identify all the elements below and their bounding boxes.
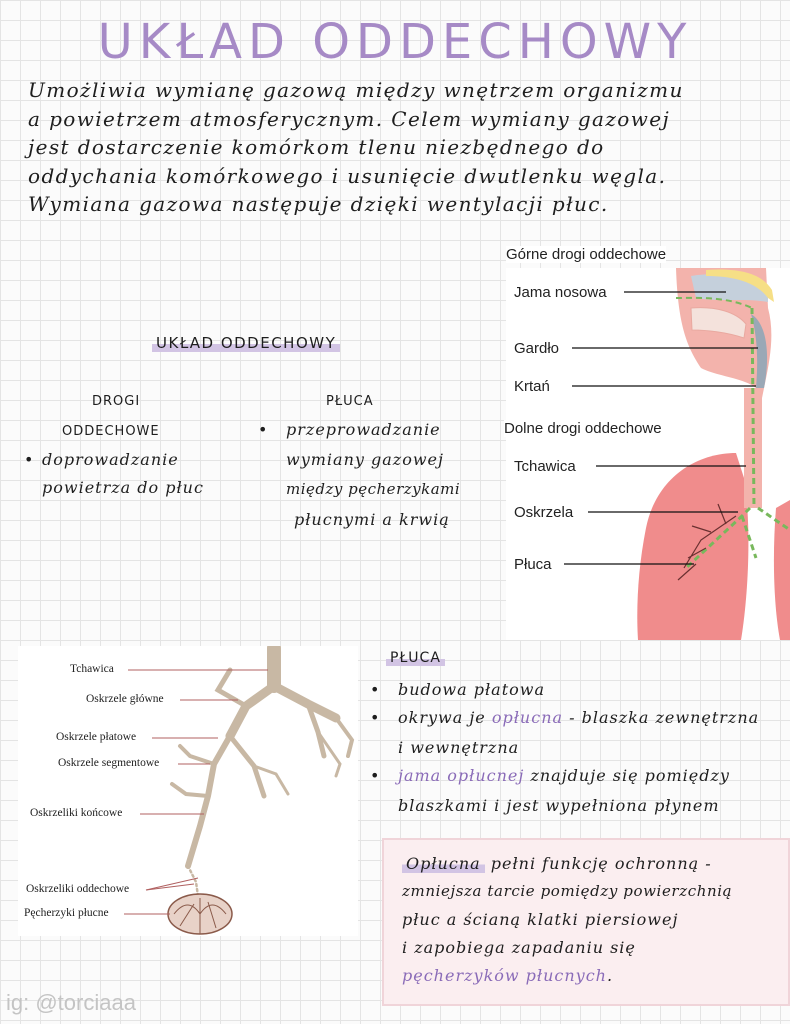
respiratory-anatomy-diagram <box>506 268 790 640</box>
mindmap-heading <box>152 334 340 352</box>
label-larynx: Krtań <box>514 378 550 395</box>
pluca-item-lobes: budowa płatowa <box>398 680 546 699</box>
label-trachea: Tchawica <box>514 458 576 475</box>
pluca-heading <box>386 650 445 666</box>
pluca-item-cavity-cont: blaszkami i jest wypełniona płynem <box>398 796 720 815</box>
page-title: UKŁAD ODDECHOWY <box>97 14 693 70</box>
pluca-bullet-1: • <box>370 680 380 699</box>
pluca-term-pleura: opłucna <box>491 708 564 727</box>
upper-airways-heading: Górne drogi oddechowe <box>506 246 667 263</box>
mindmap-heading-text: UKŁAD ODDECHOWY <box>152 334 340 352</box>
bt-label-lobar: Oskrzele płatowe <box>56 731 137 743</box>
pluca-mindmap-line1: przeprowadzanie <box>286 420 441 439</box>
label-bronchi: Oskrzela <box>514 504 574 521</box>
intro-line: Wymiana gazowa następuje dzięki wentylacji płuc. <box>28 192 609 216</box>
pluca-mindmap-line3: między pęcherzykami <box>286 480 461 498</box>
lower-airways-heading: Dolne drogi oddechowe <box>504 420 662 437</box>
note-line-1-text: pełni funkcję ochronną - <box>484 854 712 873</box>
pluca-bullet-3: • <box>370 766 380 785</box>
pluca-mindmap-line4: płucnymi a krwią <box>294 510 450 529</box>
bt-label-main: Oskrzele główne <box>86 693 164 705</box>
intro-line: oddychania komórkowego i usunięcie dwutlenku węgla. <box>28 163 667 188</box>
note-line-5 <box>402 966 613 985</box>
note-line-2: zmniejsza tarcie pomiędzy powierzchnią <box>402 882 733 900</box>
note-term: Opłucna <box>402 854 485 873</box>
note-line-4: i zapobiega zapadaniu się <box>402 938 636 957</box>
bt-label-respiratory: Oskrzeliki oddechowe <box>26 883 130 895</box>
label-nasal-cavity: Jama nosowa <box>514 284 607 301</box>
drogi-heading-line2: ODDECHOWE <box>62 424 160 439</box>
note-line-3: płuc a ścianą klatki piersiowej <box>402 910 679 929</box>
pluca-mindmap-line2: wymiany gazowej <box>286 450 444 469</box>
pluca-mindmap-heading: PŁUCA <box>326 394 374 409</box>
bronchial-tree-diagram <box>18 646 358 936</box>
pluca-item-pleura-a: okrywa je <box>398 708 492 727</box>
bt-label-segmental: Oskrzele segmentowe <box>58 757 160 769</box>
anatomy-illustration <box>506 268 790 640</box>
intro-paragraph <box>28 76 778 219</box>
alveoli-cluster <box>168 894 232 934</box>
pluca-item-cavity-a: znajduje się pomiędzy <box>524 766 730 785</box>
label-throat: Gardło <box>514 340 560 357</box>
note-term-alveoli: pęcherzyków płucnych <box>402 966 607 985</box>
note-line-1 <box>402 854 712 873</box>
left-lung-shape <box>637 453 748 640</box>
label-lungs: Płuca <box>514 556 552 573</box>
pluca-item-pleura-cont: i wewnętrzna <box>398 738 520 757</box>
pluca-bullet-2: • <box>370 708 380 727</box>
intro-line: jest dostarczenie komórkom tlenu niezbędnego do <box>28 135 605 159</box>
bt-label-alveoli: Pęcherzyki płucne <box>24 907 109 919</box>
pluca-item-pleura <box>398 708 759 727</box>
pluca-term-cavity: jama opłucnej <box>398 766 525 785</box>
bt-label-trachea: Tchawica <box>70 663 114 675</box>
pluca-item-cavity <box>398 766 730 785</box>
bt-label-terminal: Oskrzeliki końcowe <box>30 807 123 819</box>
pleura-note-box <box>382 838 790 1006</box>
pluca-item-pleura-b: - blaszka zewnętrzna <box>563 708 760 727</box>
pluca-mindmap-bullet: • <box>258 420 268 439</box>
note-line-5-end: . <box>606 966 614 985</box>
drogi-text-line1: doprowadzanie <box>42 450 179 469</box>
bronchial-tree-branches <box>172 648 352 896</box>
drogi-text-line2: powietrza do płuc <box>42 478 204 497</box>
intro-line: Umożliwia wymianę gazową między wnętrzem organizmu <box>28 78 684 102</box>
intro-line: a powietrzem atmosferycznym. Celem wymiany gazowej <box>28 106 671 131</box>
drogi-bullet: • <box>24 450 34 469</box>
watermark: ig: @torciaaa <box>6 990 136 1015</box>
pluca-heading-text: PŁUCA <box>386 650 445 666</box>
drogi-heading-line1: DROGI <box>92 394 141 409</box>
